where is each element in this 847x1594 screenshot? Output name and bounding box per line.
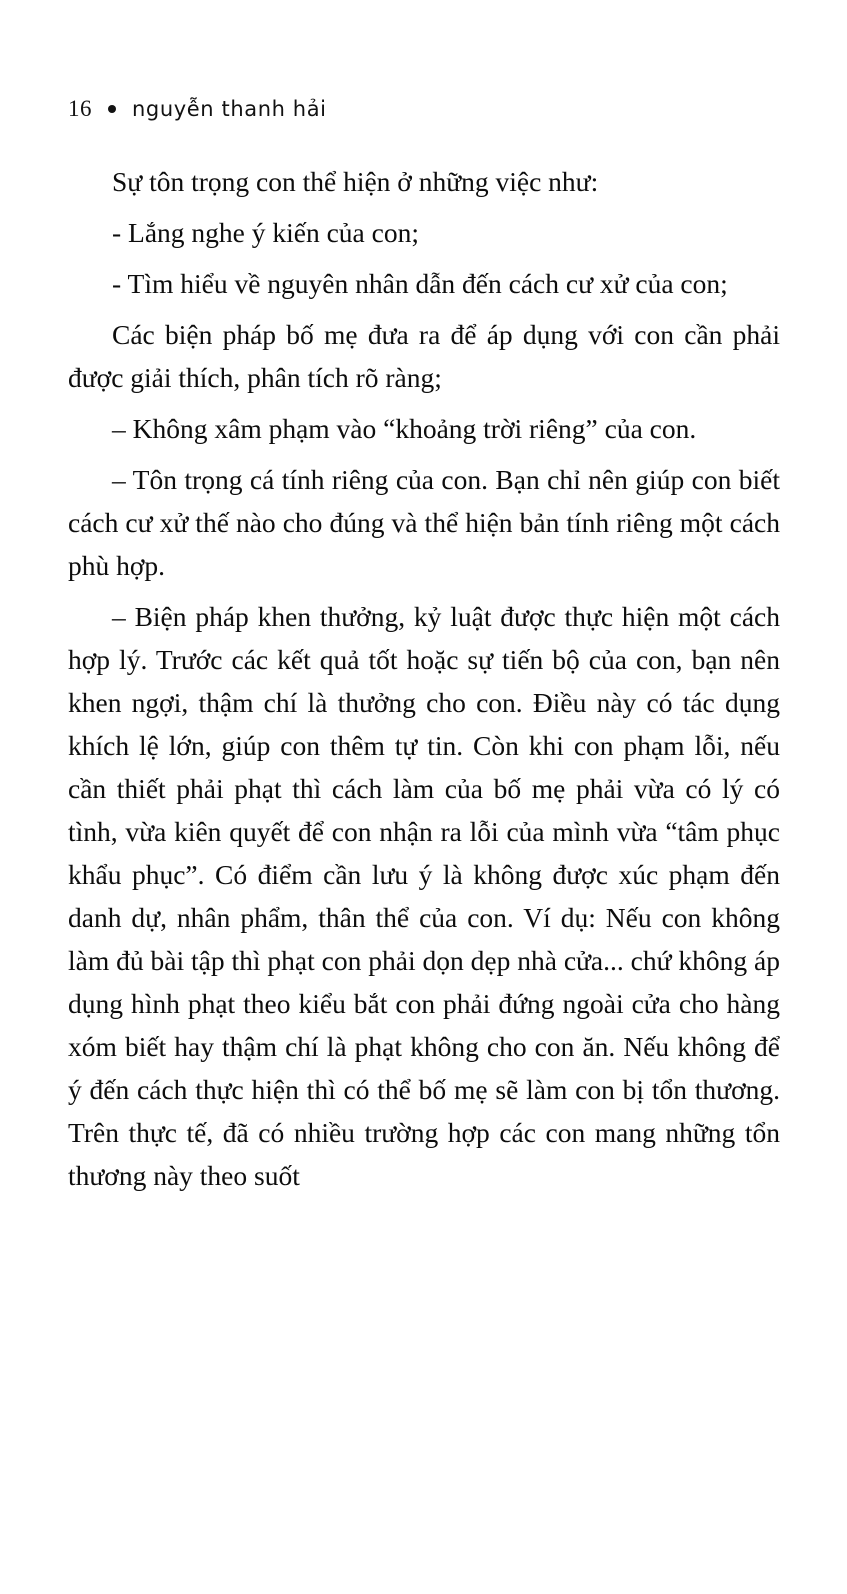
paragraph: - Lắng nghe ý kiến của con; — [112, 217, 419, 248]
paragraph: – Không xâm phạm vào “khoảng trời riêng” của con. — [112, 413, 697, 444]
paragraph: – Tôn trọng cá tính riêng của con. Bạn chỉ nên giúp con biết cách cư xử thế nào cho đúng và thể hiện bản tính riêng một cách phù hợp. — [68, 464, 780, 581]
paragraph: – Biện pháp khen thưởng, kỷ luật được thực hiện một cách hợp lý. Trước các kết quả tốt hoặc sự tiến bộ của con, bạn nên khen ngợi, thậm chí là thưởng cho con. Điều này có tác dụng khích lệ lớn, giúp con thêm tự tin. Còn khi con phạm lỗi, nếu cần thiết phải phạt thì cách làm của bố mẹ phải vừa có lý có tình, vừa kiên quyết để con nhận ra lỗi của mình vừa “tâm phục khẩu phục”. Có điểm cần lưu ý là không được xúc phạm đến danh dự, nhân phẩm, thân thể của con. Ví dụ: Nếu con không làm đủ bài tập thì phạt con phải dọn dẹp nhà cửa... chứ không áp dụng hình phạt theo kiểu bắt con phải đứng ngoài cửa cho hàng xóm biết hay thậm chí là phạt không cho con ăn. Nếu không để ý đến cách thực hiện thì có thể bố mẹ sẽ làm con bị tổn thương. Trên thực tế, đã có nhiều trường hợp các con mang những tổn thương này theo suốt — [68, 601, 780, 1191]
author-name: nguyễn thanh hải — [132, 97, 327, 121]
page-body — [68, 160, 780, 1197]
page-header — [68, 96, 327, 122]
paragraph: - Tìm hiểu về nguyên nhân dẫn đến cách cư xử của con; — [112, 268, 728, 299]
paragraph: Sự tôn trọng con thể hiện ở những việc như: — [112, 166, 599, 197]
bullet-dot-icon — [108, 105, 116, 113]
paragraph: Các biện pháp bố mẹ đưa ra để áp dụng với con cần phải được giải thích, phân tích rõ ràng; — [68, 319, 780, 393]
page-number: 16 — [68, 96, 92, 121]
